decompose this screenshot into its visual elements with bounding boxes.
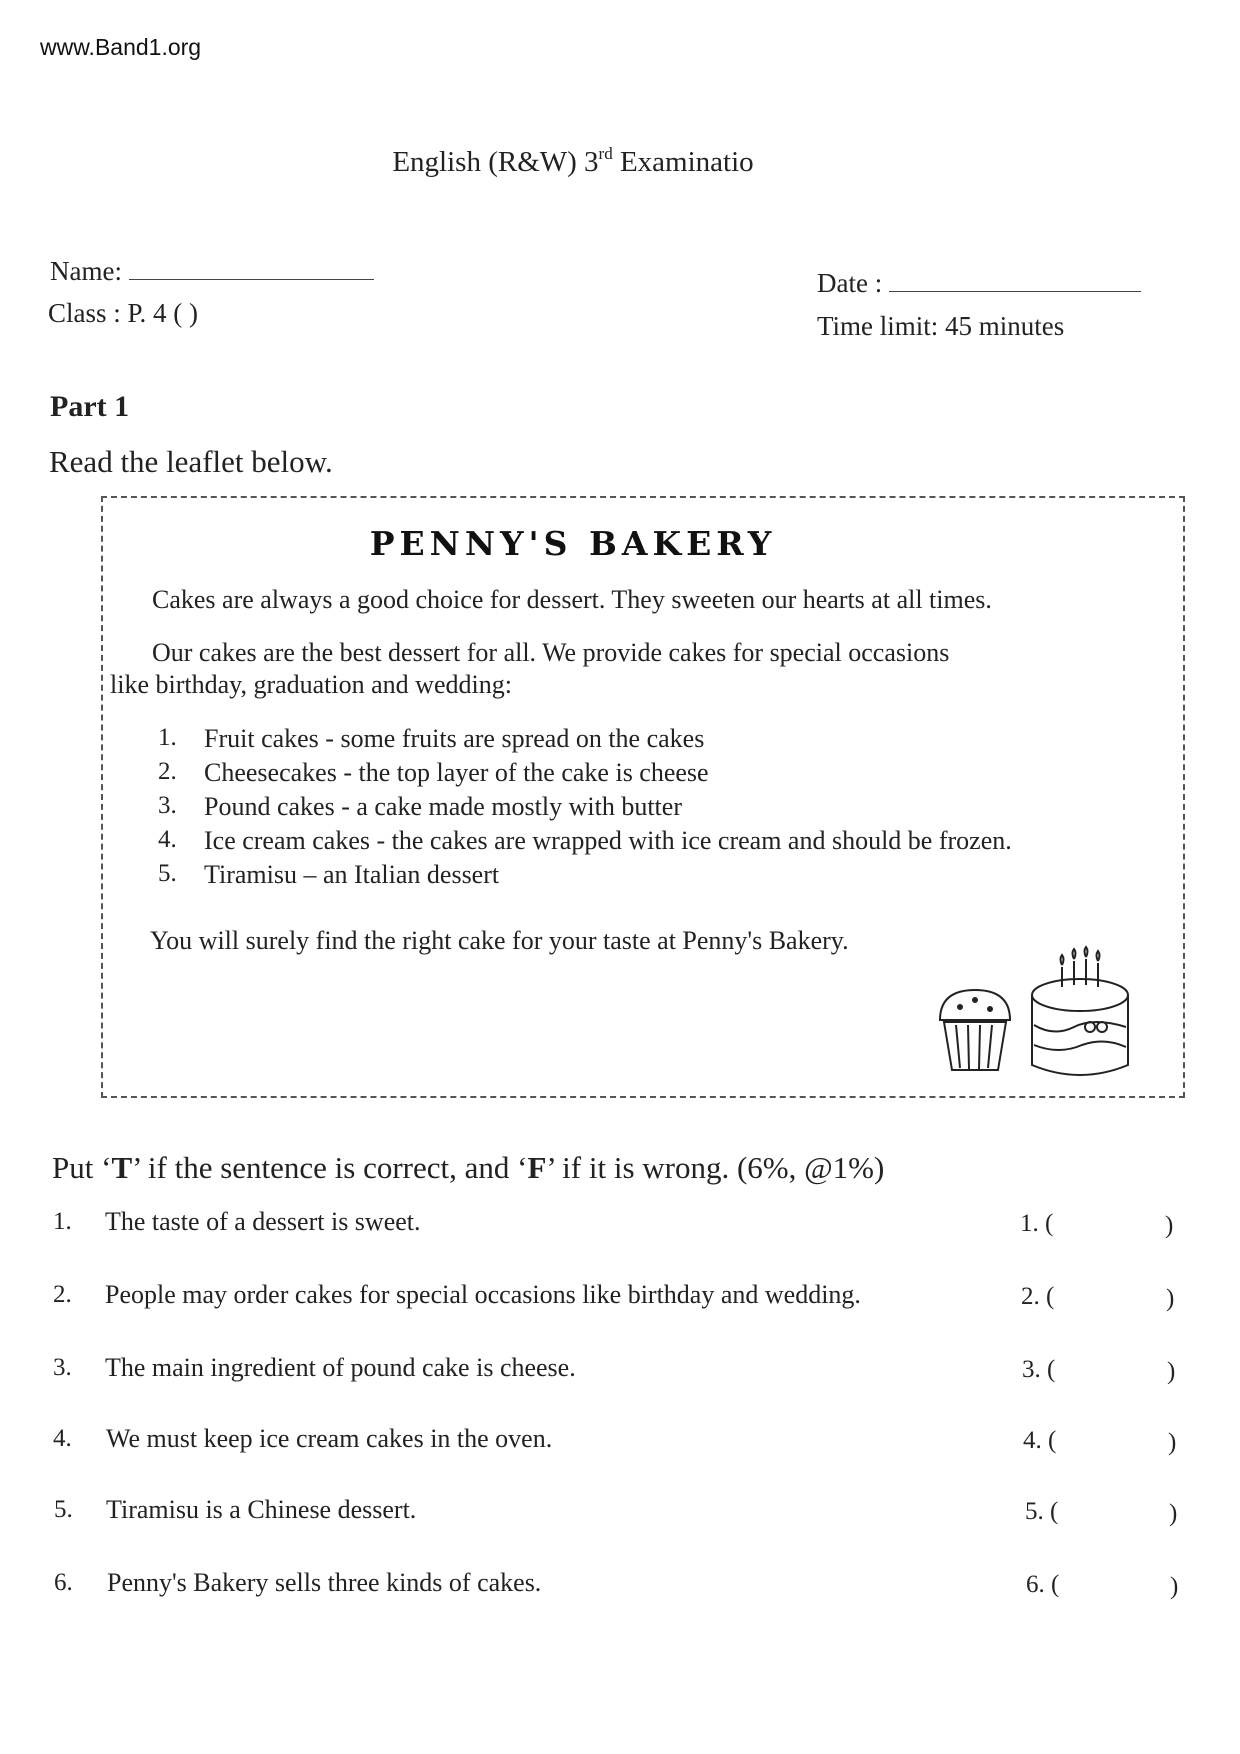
leaflet-closing: You will surely find the right cake for your taste at Penny's Bakery. (150, 926, 849, 955)
list-item: Pound cakes - a cake made mostly with butter (204, 792, 682, 821)
cakes-illustration-icon (930, 945, 1140, 1085)
answer-label[interactable]: 1. ( (1020, 1210, 1054, 1237)
name-blank[interactable] (129, 279, 374, 280)
class-label: Class : P. 4 ( ) (48, 298, 199, 328)
instruction-f: F (527, 1150, 547, 1185)
name-field[interactable] (50, 256, 374, 287)
answer-label[interactable]: 2. ( (1021, 1283, 1055, 1310)
exam-title (0, 146, 1146, 179)
answer-label[interactable]: 6. ( (1026, 1571, 1060, 1598)
question-number: 5. (54, 1496, 73, 1523)
list-item: Fruit cakes - some fruits are spread on the cakes (204, 724, 705, 753)
title-prefix: English (R&W) 3 (392, 146, 599, 178)
answer-close: ) (1170, 1573, 1179, 1600)
question-number: 2. (53, 1281, 72, 1308)
list-number: 1. (158, 724, 177, 751)
part-instruction: Read the leaflet below. (49, 444, 333, 479)
list-item: Ice cream cakes - the cakes are wrapped with ice cream and should be frozen. (204, 826, 1012, 855)
list-number: 3. (158, 792, 177, 819)
answer-label[interactable]: 5. ( (1025, 1498, 1059, 1525)
title-suffix: Examinatio (612, 146, 754, 178)
date-label: Date : (817, 268, 883, 298)
list-item: Tiramisu – an Italian dessert (204, 860, 500, 889)
answer-close: ) (1169, 1500, 1178, 1527)
question-number: 3. (53, 1354, 72, 1381)
question-text: The taste of a dessert is sweet. (105, 1207, 421, 1236)
leaflet-title: PENNY'S BAKERY (369, 524, 777, 563)
leaflet-para-1: Cakes are always a good choice for dessert. They sweeten our hearts at all times. (152, 585, 992, 614)
watermark: www.Band1.org (40, 34, 202, 60)
instruction-text: ’ if the sentence is correct, and ‘ (132, 1150, 528, 1185)
instruction-t: T (111, 1150, 133, 1185)
question-text: The main ingredient of pound cake is cheese. (105, 1353, 576, 1382)
list-number: 5. (158, 860, 177, 887)
time-limit: Time limit: 45 minutes (817, 311, 1065, 341)
question-text: We must keep ice cream cakes in the oven. (106, 1424, 553, 1453)
answer-close: ) (1168, 1429, 1177, 1456)
question-number: 4. (53, 1425, 72, 1452)
question-text: Penny's Bakery sells three kinds of cakes. (107, 1568, 542, 1597)
list-number: 2. (158, 758, 177, 785)
date-blank[interactable] (889, 291, 1141, 292)
answer-label[interactable]: 4. ( (1023, 1427, 1057, 1454)
question-number: 6. (54, 1569, 73, 1596)
question-text: People may order cakes for special occasions like birthday and wedding. (105, 1280, 861, 1309)
leaflet-para-2-line-1: Our cakes are the best dessert for all. We provide cakes for special occasions (152, 638, 950, 667)
answer-close: ) (1167, 1358, 1176, 1385)
question-number: 1. (53, 1208, 72, 1235)
list-number: 4. (158, 826, 177, 853)
date-field[interactable] (817, 268, 1141, 299)
title-sup: rd (598, 144, 613, 163)
name-label: Name: (50, 256, 122, 286)
quiz-instruction (52, 1150, 884, 1186)
answer-label[interactable]: 3. ( (1022, 1356, 1056, 1383)
instruction-text: ’ if it is wrong. (6%, @1%) (546, 1150, 885, 1185)
question-text: Tiramisu is a Chinese dessert. (106, 1495, 417, 1524)
leaflet-para-2-line-2: like birthday, graduation and wedding: (110, 670, 512, 699)
list-item: Cheesecakes - the top layer of the cake is cheese (204, 758, 709, 787)
instruction-text: Put ‘ (52, 1150, 112, 1185)
answer-close: ) (1166, 1285, 1175, 1312)
answer-close: ) (1165, 1212, 1174, 1239)
part-heading: Part 1 (50, 390, 130, 423)
